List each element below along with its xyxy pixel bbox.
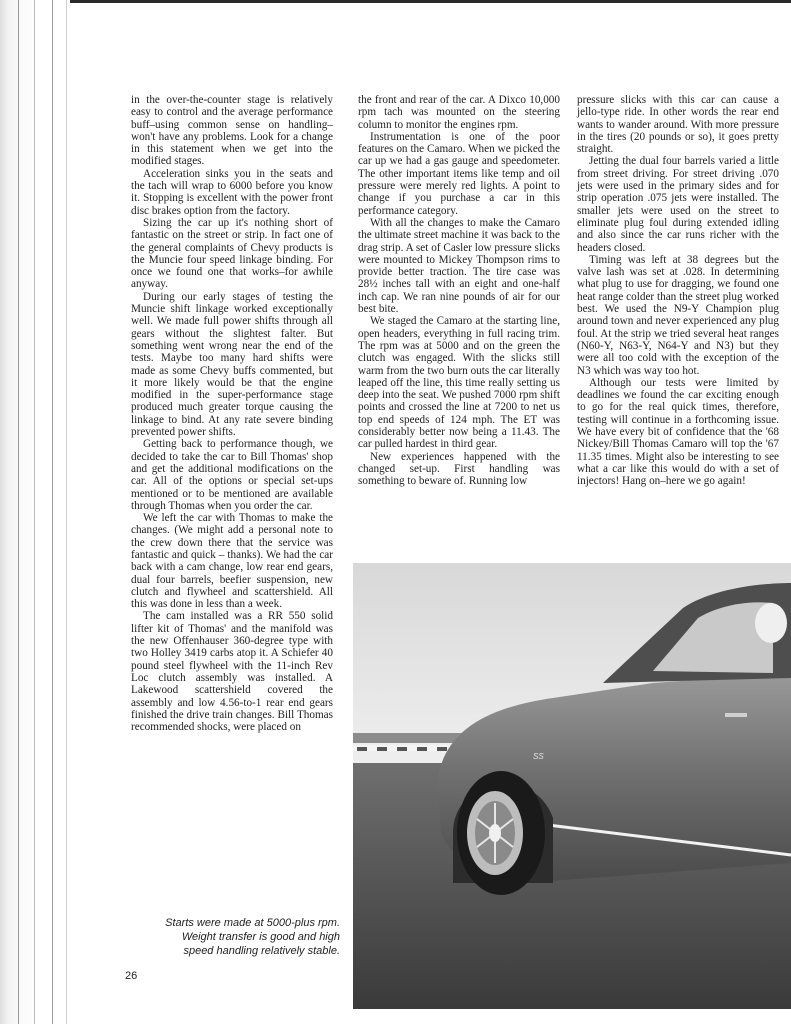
article-column-1: [131, 94, 333, 733]
paragraph: Timing was left at 38 degrees but the valve lash was set at .028. In determining what plug to use for dragging, we found one heat range colder than the street plug worked best. We used the N9-Y Champion plug around town and never experienced any plug foul. At the strip we tried several heat ranges (N60-Y, N63-Y, N64-Y and N3) but they were all too cold with the exception of the N3 which was way too hot.: [577, 253, 779, 377]
paragraph: New experiences happened with the changed set-up. First handling was something to beware of. Running low: [358, 450, 560, 488]
photo-caption: Starts were made at 5000-plus rpm. Weight transfer is good and high speed handling relatively stable.: [165, 917, 340, 957]
page-number: 26: [125, 970, 138, 982]
paragraph: The cam installed was a RR 550 solid lifter kit of Thomas' and the manifold was the new Offenhauser 360-degree type with two Holley 3419 carbs atop it. A Schiefer 40 pound steel flywheel with the 11-inch Rev Loc clutch assembly was installed. A Lakewood scattershield covered the assembly and low 4.56-to-1 rear end gears finished the drive train changes. Bill Thomas recommended shocks, were placed on: [131, 610, 333, 734]
paragraph: Although our tests were limited by deadlines we found the car exciting enough to go for the real quick times, therefore, testing will continue in a forthcoming issue. We have every bit of confidence that the '68 Nickey/Bill Thomas Camaro will top the '67 11.35 times. Might also be interesting to see what a car like this would do with a set of injectors! Hang on–here we go again!: [577, 376, 779, 488]
paragraph: pressure slicks with this car can cause a jello-type ride. In other words the rear end wants to wander around. With more pressure in the tires (20 pounds or so), it goes pretty straight.: [577, 94, 779, 156]
paragraph: Instrumentation is one of the poor features on the Camaro. When we picked the car up we had a gas gauge and speedometer. The other important items like temp and oil pressure were merely red lights. A point to change if you purchase a car in this performance category.: [358, 130, 560, 217]
page-binding-edge: [0, 0, 70, 1024]
paragraph: Getting back to performance though, we decided to take the car to Bill Thomas' shop and get the additional modifications on the car. All of the options or special set-ups mentioned or to be mentioned are available through Thomas when you order the car.: [131, 438, 333, 512]
top-rule: [70, 0, 791, 3]
camaro-photo: [353, 563, 791, 1009]
camaro-photo-illustration: [353, 563, 791, 1009]
paragraph: the front and rear of the car. A Dixco 10,000 rpm tach was mounted on the steering column to monitor the engines rpm.: [358, 94, 560, 131]
paragraph: in the over-the-counter stage is relatively easy to control and the average performance buff–using common sense on handling–won't have any problems. Look for a change in this statement when we get into the modified stages.: [131, 94, 333, 168]
article-column-3: [577, 94, 779, 488]
paragraph: Sizing the car up it's nothing short of fantastic on the street or strip. In fact one of the general complaints of Chevy products is the Muncie four speed linkage binding. For once we found one that works–for awhile anyway.: [131, 216, 333, 291]
paragraph: We left the car with Thomas to make the changes. (We might add a personal note to the crew down there that the service was fantastic and quick – thanks). We had the car back with a cam change, low rear end gears, dual four barrels, beefier suspension, new clutch and flywheel and scattershield. All this was done in less than a week.: [131, 512, 333, 611]
paragraph: Jetting the dual four barrels varied a little from street driving. For street driving .070 jets were used in the primary sides and for strip operation .075 jets were installed. The smaller jets were used on the street to eliminate plug foul during extended idling and also since the car runs richer with the headers closed.: [577, 155, 779, 254]
ss-badge: SS: [533, 752, 544, 761]
paragraph: During our early stages of testing the Muncie shift linkage worked exceptionally well. We made full power shifts through all gears without the slightest falter. But something went wrong near the end of the tests. Maybe too many hard shifts were made as some Chevy buffs commented, but it more likely would be that the engine modified in the super-performance stage produced much greater torque causing the linkage to bind. At any rate severe binding prevented power shifts.: [131, 290, 333, 439]
paragraph: Acceleration sinks you in the seats and the tach will wrap to 6000 before you know it. Stopping is excellent with the power front disc brakes option from the factory.: [131, 167, 333, 217]
paragraph: We staged the Camaro at the starting line, open headers, everything in full racing trim. The rpm was at 5000 and on the green the clutch was engaged. With the slicks still warm from the two burn outs the car literally leaped off the line, this time really setting us deep into the seat. We pushed 7000 rpm shift points and crossed the line at 7200 to net us top end speeds of 124 mph. The ET was considerably better now being a 11.43. The car pulled hardest in third gear.: [358, 315, 560, 451]
paragraph: With all the changes to make the Camaro the ultimate street machine it was back to the drag strip. A set of Casler low pressure slicks were mounted to Mickey Thompson rims to provide better traction. The tire case was 28½ inches tall with an eight and one-half inch cap. We ran nine pounds of air for our best bite.: [358, 216, 560, 316]
article-column-2: [358, 94, 560, 488]
